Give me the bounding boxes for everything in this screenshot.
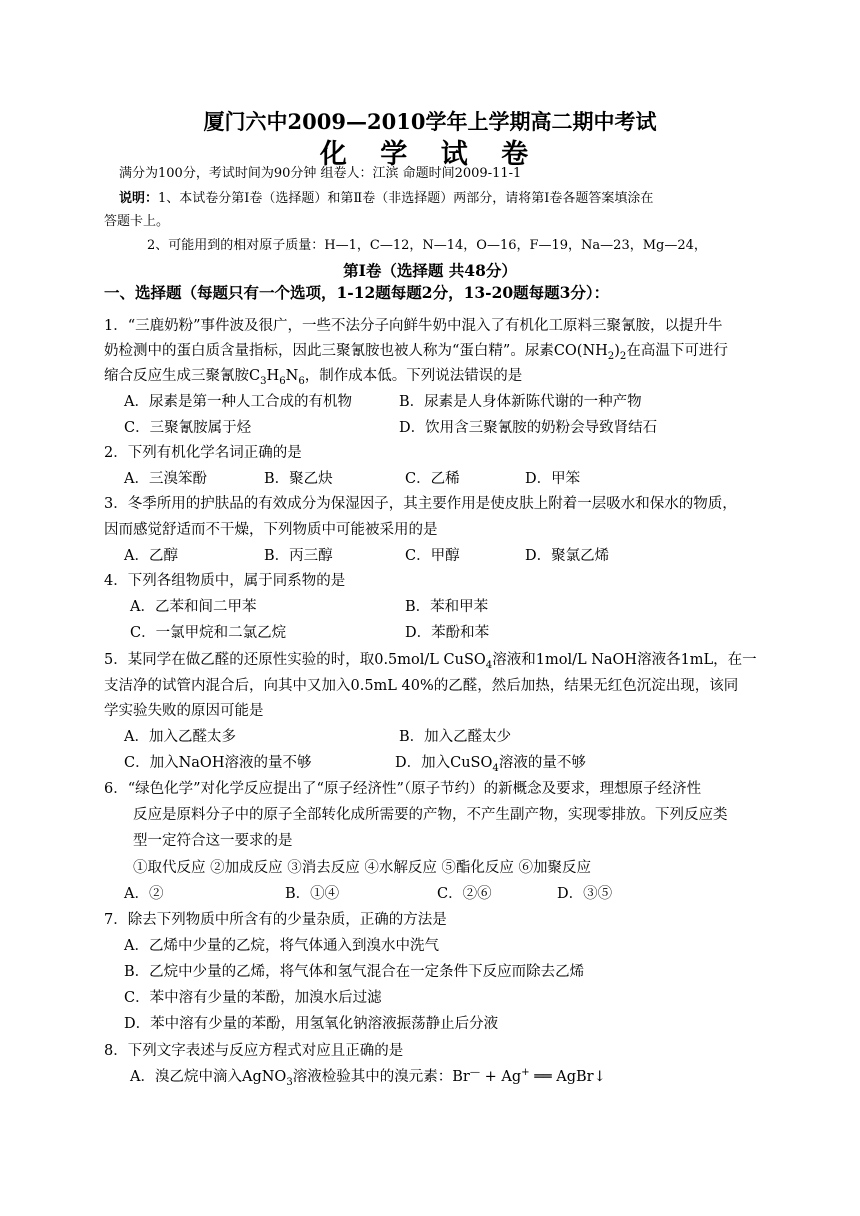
instructions-line-2: 答题卡上。 bbox=[104, 214, 170, 229]
q1-stem-line-2: 奶检测中的蛋白质含量指标，因此三聚氰胺也被人称为“蛋白精”。尿素$CO(NH_2)_2$在高温下可进行 bbox=[104, 343, 728, 362]
q5-option-d: D．加入CuSO$_4$溶液的量不够 bbox=[395, 755, 586, 774]
q6-stem-line-3: 型一定符合这一要求的是 bbox=[133, 833, 293, 849]
q5-stem-line-1: 5．某同学在做乙醛的还原性实验的时，取0.5mol/L CuSO$_4$溶液和1mol/L NaOH溶液各1mL，在一 bbox=[104, 652, 757, 671]
q6-stem-line-2: 反应是原料分子中的原子全部转化成所需要的产物，不产生副产物，实现零排放。下列反应类 bbox=[133, 807, 728, 823]
part-one-title: 第Ⅰ卷（选择题 共48分） bbox=[343, 261, 517, 280]
q3-stem-line-1: 3．冬季所用的护肤品的有效成分为保湿因子，其主要作用是使皮肤上附着一层吸水和保水的物质， bbox=[104, 496, 737, 512]
q1-stem-line-3: 缩合反应生成三聚氰胺$C_3H_6N_6$，制作成本低。下列说法错误的是 bbox=[104, 368, 523, 387]
q7-stem: 7．除去下列物质中所含有的少量杂质，正确的方法是 bbox=[104, 912, 447, 928]
q6-option-b: B．①④ bbox=[285, 886, 340, 902]
section-heading: 一、选择题（每题只有一个选项，1-12题每题2分，13-20题每题3分）： bbox=[104, 283, 610, 302]
q1-stem-line-1: 1．“三鹿奶粉”事件波及很广，一些不法分子向鲜牛奶中混入了有机化工原料三聚氰胺，以提升牛 bbox=[104, 318, 723, 334]
q5-stem-line-3: 学实验失败的原因可能是 bbox=[104, 703, 264, 719]
q4-option-a: A．乙苯和间二甲苯 bbox=[130, 599, 257, 615]
instructions-label: 说明： bbox=[119, 191, 159, 206]
q4-option-d: D．苯酚和苯 bbox=[405, 625, 490, 641]
q4-stem: 4．下列各组物质中，属于同系物的是 bbox=[104, 573, 346, 589]
q6-option-d: D．③⑤ bbox=[557, 886, 613, 902]
q6-reaction-types: ①取代反应 ②加成反应 ③消去反应 ④水解反应 ⑤酯化反应 ⑥加聚反应 bbox=[133, 860, 592, 876]
q7-option-b: B．乙烷中少量的乙烯，将气体和氢气混合在一定条件下反应而除去乙烯 bbox=[124, 964, 585, 980]
exam-subtitle: 化 学 试 卷 bbox=[319, 139, 541, 170]
q7-option-d: D．苯中溶有少量的苯酚，用氢氧化钠溶液振荡静止后分液 bbox=[124, 1016, 499, 1032]
q7-option-a: A．乙烯中少量的乙烷，将气体通入到溴水中洗气 bbox=[124, 938, 439, 954]
q2-option-b: B．聚乙炔 bbox=[264, 471, 333, 487]
q5-option-c: C．加入NaOH溶液的量不够 bbox=[124, 755, 312, 771]
q4-option-b: B．苯和甲苯 bbox=[405, 599, 489, 615]
q1-option-a: A．尿素是第一种人工合成的有机物 bbox=[124, 394, 352, 410]
exam-info: 满分为100分，考试时间为90分钟 组卷人：江滨 命题时间2009-11-1 bbox=[119, 166, 522, 181]
q3-option-b: B．丙三醇 bbox=[264, 548, 333, 564]
q5-stem-line-2: 支洁净的试管内混合后，向其中又加入0.5mL 40%的乙醛，然后加热，结果无红色沉淀出现，该同 bbox=[104, 678, 739, 694]
q1-option-c: C．三聚氰胺属于烃 bbox=[124, 420, 252, 436]
q2-option-a: A．三溴笨酚 bbox=[124, 471, 207, 487]
q3-option-c: C．甲醇 bbox=[405, 548, 460, 564]
q6-option-c: C．②⑥ bbox=[437, 886, 492, 902]
q2-stem: 2．下列有机化学名词正确的是 bbox=[104, 445, 302, 461]
q5-option-a: A．加入乙醛太多 bbox=[124, 729, 236, 745]
atomic-mass-note: 2、可能用到的相对原子质量：H—1，C—12，N—14，O—16，F—19，Na—23，Mg—24， bbox=[147, 238, 707, 253]
instructions-text-1: 1、本试卷分第Ⅰ卷（选择题）和第Ⅱ卷（非选择题）两部分，请将第Ⅰ卷各题答案填涂在 bbox=[158, 191, 654, 206]
q6-option-a: A．② bbox=[124, 886, 164, 902]
q7-option-c: C．苯中溶有少量的苯酚，加溴水后过滤 bbox=[124, 990, 382, 1006]
q3-option-d: D．聚氯乙烯 bbox=[525, 548, 610, 564]
q1-option-d: D．饮用含三聚氰胺的奶粉会导致肾结石 bbox=[399, 420, 658, 436]
q3-option-a: A．乙醇 bbox=[124, 548, 178, 564]
q3-stem-line-2: 因而感觉舒适而不干燥，下列物质中可能被采用的是 bbox=[104, 522, 438, 538]
q2-option-c: C．乙稀 bbox=[405, 471, 460, 487]
q8-stem: 8．下列文字表述与反应方程式对应且正确的是 bbox=[104, 1043, 404, 1059]
q1-option-b: B．尿素是人身体新陈代谢的一种产物 bbox=[399, 394, 642, 410]
q8-option-a: A．溴乙烷中滴入AgNO$_3$溶液检验其中的溴元素：Br— + Ag+ ══ AgBr↓ bbox=[130, 1067, 606, 1088]
q5-option-b: B．加入乙醛太少 bbox=[399, 729, 512, 745]
q6-stem-line-1: 6．“绿色化学”对化学反应提出了“原子经济性”（原子节约）的新概念及要求，理想原子经济性 bbox=[104, 781, 702, 797]
q2-option-d: D．甲笨 bbox=[525, 471, 581, 487]
instructions-line-1 bbox=[119, 189, 653, 209]
q4-option-c: C．一氯甲烷和二氯乙烷 bbox=[130, 625, 287, 641]
exam-title: 厦门六中2009—2010学年上学期高二期中考试 bbox=[203, 109, 657, 134]
